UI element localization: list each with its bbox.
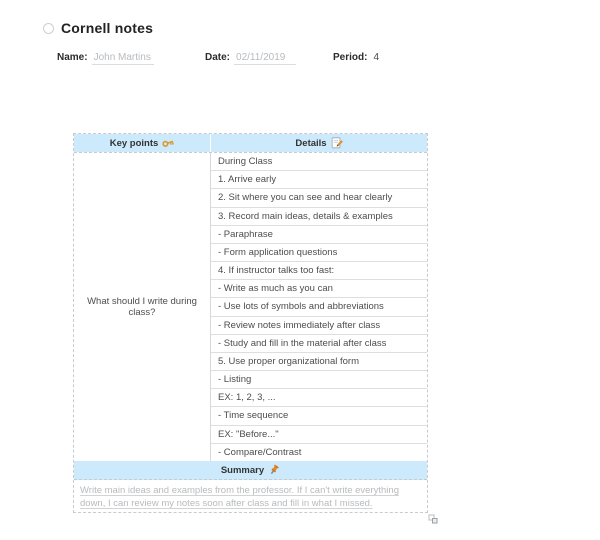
- key-points-header-label: Key points: [109, 137, 159, 149]
- title-row: [43, 20, 153, 36]
- table-header-row: [74, 134, 427, 153]
- pushpin-icon: [268, 464, 280, 476]
- details-row[interactable]: - Time sequence: [211, 407, 427, 425]
- details-row[interactable]: - Review notes immediately after class: [211, 317, 427, 335]
- fields-row: [0, 52, 600, 68]
- details-header-cell[interactable]: [211, 134, 427, 152]
- details-row[interactable]: EX: 1, 2, 3, ...: [211, 389, 427, 407]
- details-row[interactable]: 5. Use proper organizational form: [211, 353, 427, 371]
- name-value[interactable]: John Martins: [92, 52, 154, 65]
- details-row[interactable]: 3. Record main ideas, details & examples: [211, 208, 427, 226]
- summary-header-cell[interactable]: [74, 461, 427, 480]
- paragraph-handle-icon[interactable]: [43, 23, 54, 34]
- period-value[interactable]: 4: [373, 52, 380, 63]
- date-field: [205, 52, 296, 65]
- details-row[interactable]: During Class: [211, 153, 427, 171]
- key-points-header-cell[interactable]: [74, 134, 211, 152]
- table-resize-handle-icon[interactable]: [428, 514, 438, 524]
- details-row[interactable]: - Write as much as you can: [211, 280, 427, 298]
- details-row[interactable]: 2. Sit where you can see and hear clearly: [211, 189, 427, 207]
- date-label: Date:: [205, 52, 231, 63]
- summary-text: Write main ideas and examples from the professor. If I can't write everything down, I can review my notes soon after class and fill in what I missed.: [80, 485, 399, 509]
- page-title[interactable]: Cornell notes: [61, 20, 154, 36]
- date-value[interactable]: 02/11/2019: [234, 52, 296, 65]
- memo-pencil-icon: [331, 137, 343, 149]
- key-icon: [162, 137, 174, 149]
- key-points-cell[interactable]: What should I write during class?: [74, 153, 211, 461]
- period-field: [333, 52, 381, 64]
- cornell-notes-table: [73, 133, 428, 513]
- details-row[interactable]: - Paraphrase: [211, 226, 427, 244]
- details-header-label: Details: [295, 137, 327, 149]
- details-row[interactable]: - Form application questions: [211, 244, 427, 262]
- details-row[interactable]: - Study and fill in the material after class: [211, 335, 427, 353]
- name-field: [57, 52, 154, 65]
- details-row[interactable]: - Compare/Contrast: [218, 446, 302, 458]
- details-row[interactable]: 1. Arrive early: [211, 171, 427, 189]
- period-label: Period:: [333, 52, 368, 63]
- details-row[interactable]: EX: "Before...": [211, 426, 427, 444]
- details-row[interactable]: - Listing: [211, 371, 427, 389]
- summary-cell[interactable]: [74, 480, 427, 514]
- name-label: Name:: [57, 52, 88, 63]
- details-row[interactable]: 4. If instructor talks too fast:: [211, 262, 427, 280]
- table-body: [74, 153, 427, 461]
- details-rows: [211, 153, 427, 461]
- details-row[interactable]: - Use lots of symbols and abbreviations: [211, 298, 427, 316]
- summary-header-label: Summary: [220, 464, 265, 476]
